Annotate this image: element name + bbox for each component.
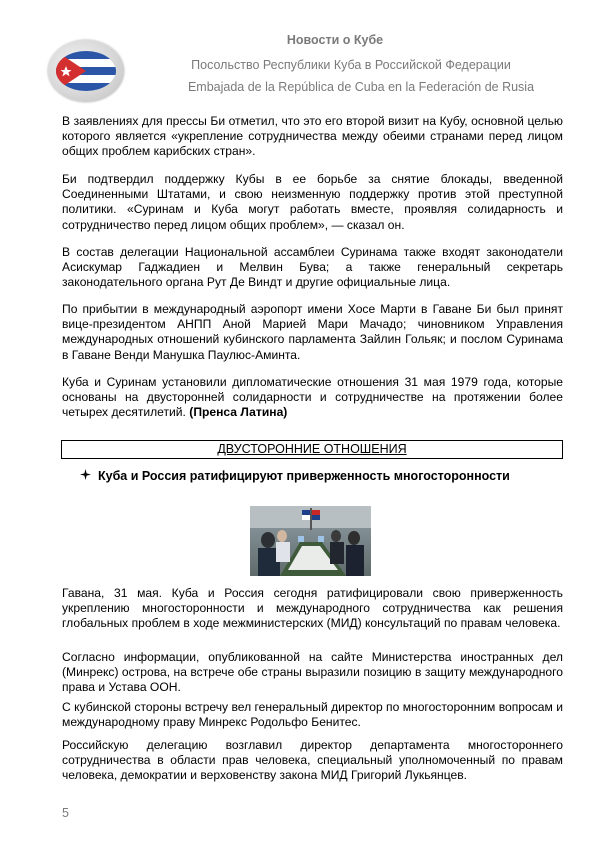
page-number: 5 [62,806,69,820]
newsletter-title: Новости о Кубе [286,33,384,47]
article1-paragraph-4: По прибытии в международный аэропорт имени Хосе Марти в Гаване Би был принят вице-президентом АНПП Аной Марией Мари Мачадо; чиновником Управления международных отношений кубинского парламента Зайлин Гольяк; и послом Суринама в Гаване Венди Манушка Паулюс-Аминта. [62,302,563,362]
diamond-bullet-icon [80,469,92,483]
article1-paragraph-1: В заявлениях для прессы Би отметил, что это его второй визит на Кубу, основной целью которого является «укрепление сотрудничества между обеими странами перед лицом общих проблем карибских стран». [62,114,563,159]
article1-paragraph-5-text: Куба и Суринам установили дипломатические отношения 31 мая 1979 года, которые основаны на двусторонней солидарности и сотрудничестве на протяжении более четырех десятилетий. [62,375,563,420]
article2-paragraph-4: Российскую делегацию возглавил директор департамента многостороннего сотрудничества в области прав человека, специальный уполномоченный по правам человека, демократии и верховенству закона МИД Григорий Лукьянцев. [62,738,563,783]
article1-source: (Пренса Латина) [189,405,288,420]
meeting-photo [250,506,371,576]
page-header [0,0,610,110]
article2-paragraph-1: Гавана, 31 мая. Куба и Россия сегодня ратифицировали свою приверженность укреплению многосторонности и международного сотрудничества как решения глобальных проблем в ходе межминистерских (МИД) консультаций по правам человека. [62,586,563,631]
article2-heading [80,469,510,483]
article2-paragraph-3: С кубинской стороны встречу вел генеральный директор по многосторонним вопросам и международному праву Минрекс Родольфо Бенитес. [62,700,563,730]
section-heading: ДВУСТОРОННИЕ ОТНОШЕНИЯ [61,440,563,459]
article1-paragraph-2: Би подтвердил поддержку Кубы в ее борьбе за снятие блокады, введенной Соединенными Штатами, и свою неизменную поддержку против этой преступной политики. «Суринам и Куба могут работать вместе, проявляя солидарность и сотрудничество перед лицом общих проблем», — сказал он. [62,172,563,232]
article1-paragraph-5 [62,375,563,421]
article2-paragraph-2: Согласно информации, опубликованной на сайте Министерства иностранных дел (Минрекс) острова, на встрече обе страны выразили позицию в защиту международного права и Устава ООН. [62,650,563,695]
article1-paragraph-3: В состав делегации Национальной ассамблеи Суринама также входят законодатели Асискумар Гаджадиен и Мелвин Бува; а также генеральный секретарь законодательного органа Рут Де Виндт и другие официальные лица. [62,245,563,290]
embassy-name-es: Embajada de la República de Cuba en la Federación de Rusia [187,80,535,94]
embassy-name-ru: Посольство Республики Куба в Российской Федерации [191,58,511,72]
article2-title: Куба и Россия ратифицируют приверженность многосторонности [98,469,510,483]
